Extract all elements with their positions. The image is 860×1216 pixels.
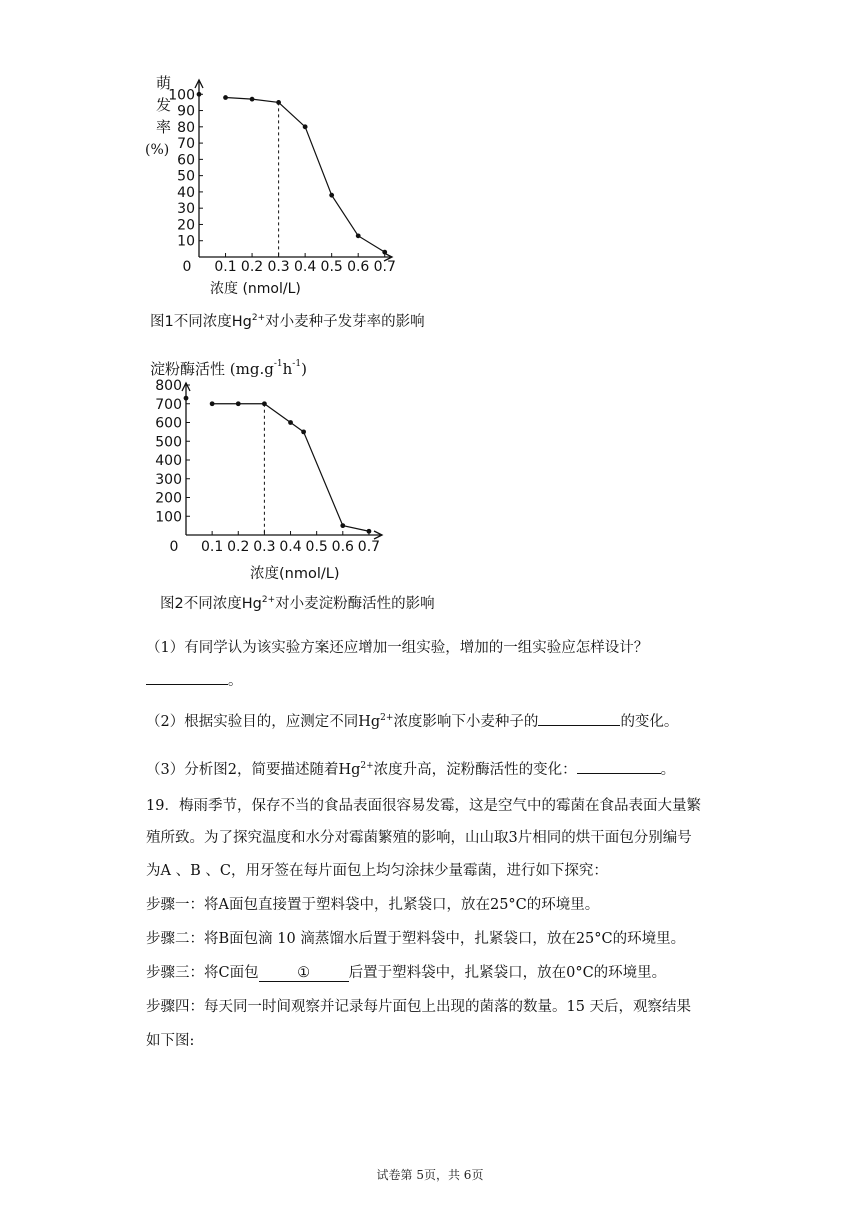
figure2-caption	[160, 592, 435, 613]
x-tick-label: 0.2	[227, 539, 250, 555]
chart1-ylabel-2: 发	[156, 96, 172, 114]
page-footer: 试卷第 5页，共 6页	[376, 1168, 484, 1182]
chart1-xlabel: 浓度 (nmol/L)	[210, 281, 301, 297]
data-point	[210, 401, 215, 406]
data-point	[262, 401, 267, 406]
problem19-step3-text: 步骤三：将C面包	[146, 965, 259, 981]
x-tick-label: 0.4	[279, 539, 302, 555]
chart-amylase-activity	[0, 0, 860, 600]
y-tick-label: 40	[177, 184, 195, 201]
answer-blank-1[interactable]	[146, 670, 228, 685]
x-tick-label: 0.3	[253, 539, 276, 555]
problem19-step2: 步骤二：将B面包滴 10 滴蒸馏水后置于塑料袋中，扎紧袋口，放在25°C的环境里。	[146, 931, 686, 947]
x-tick-label: 0.7	[357, 539, 381, 555]
figure1-caption-text-end: 对小麦种子发芽率的影响	[265, 314, 425, 330]
problem19-line2: 殖所致。为了探究温度和水分对霉菌繁殖的影响，山山取3片相同的烘干面包分别编号	[146, 830, 692, 846]
chart2-ylabel-sup1: -1	[273, 359, 283, 369]
question-2-end: 的变化。	[620, 713, 679, 730]
y-tick-label: 50	[177, 168, 195, 185]
y-tick-label: 80	[177, 119, 195, 136]
answer-blank-step3[interactable]	[259, 963, 349, 982]
answer-blank-2[interactable]	[538, 711, 620, 726]
chart2-ylabel-end: )	[301, 360, 307, 378]
question-3-mid: 浓度升高，淀粉酶活性的变化：	[373, 761, 577, 778]
chart2-ylabel-sup2: -1	[292, 359, 302, 369]
data-point	[236, 401, 241, 406]
problem19-line3: 为A 、B 、C，用牙签在每片面包上均匀涂抹少量霉菌，进行如下探究：	[146, 863, 608, 879]
y-tick-label: 70	[177, 136, 195, 153]
question-2	[146, 708, 678, 732]
question-2-sup: 2+	[380, 713, 394, 723]
chart2-xlabel: 浓度(nmol/L)	[250, 566, 340, 582]
x-tick-label: 0	[169, 539, 179, 555]
x-tick-label: 0.4	[294, 259, 317, 275]
figure1-caption-sup: 2+	[251, 313, 266, 324]
answer-blank-3[interactable]	[577, 759, 661, 774]
y-tick-label: 300	[155, 471, 182, 488]
question-3-end: 。	[660, 761, 676, 778]
problem19-step4-cont: 如下图:	[146, 1033, 195, 1049]
x-tick-label: 0.2	[240, 259, 264, 275]
x-tick-label: 0.1	[214, 259, 237, 275]
y-tick-label: 30	[177, 201, 195, 218]
problem19-step3	[146, 963, 666, 983]
blank-marker-1: ①	[297, 965, 311, 981]
data-point	[301, 429, 306, 434]
chart2-ylabel	[150, 359, 307, 378]
data-point	[367, 529, 372, 534]
y-tick-label: 600	[155, 415, 182, 432]
question-3-sup: 2+	[360, 761, 374, 771]
y-tick-label: 10	[177, 233, 195, 250]
y-tick-label: 100	[155, 509, 182, 526]
question-1-end: 。	[228, 673, 243, 689]
x-tick-label: 0.5	[305, 539, 328, 555]
y-tick-label: 100	[168, 87, 195, 104]
question-1: （1）有同学认为该实验方案还应增加一组实验，增加的一组实验应怎样设计？	[146, 640, 649, 656]
problem19-step3-end: 后置于塑料袋中，扎紧袋口，放在0°C的环境里。	[348, 965, 667, 981]
y-tick-label: 20	[177, 217, 195, 234]
problem19-line1: 19．梅雨季节，保存不当的食品表面很容易发霉，这是空气中的霉菌在食品表面大量繁	[146, 798, 701, 814]
data-point	[184, 396, 189, 401]
problem19-step4: 步骤四：每天同一时间观察并记录每片面包上出现的菌落的数量。15 天后，观察结果	[146, 999, 692, 1015]
problem19-step1: 步骤一：将A面包直接置于塑料袋中，扎紧袋口，放在25°C的环境里。	[146, 897, 600, 913]
figure2-caption-sup: 2+	[261, 595, 276, 606]
x-tick-label: 0.7	[373, 259, 396, 275]
question-3-text: （3）分析图2，简要描述随着Hg	[146, 761, 361, 778]
x-tick-label: 0	[182, 259, 192, 275]
figure2-caption-text-end: 对小麦淀粉酶活性的影响	[275, 596, 435, 612]
chart1-ylabel-3: 率	[156, 118, 172, 136]
x-tick-label: 0.6	[347, 259, 370, 275]
question-2-mid: 浓度影响下小麦种子的	[393, 713, 539, 730]
y-tick-label: 800	[155, 378, 182, 394]
x-tick-label: 0.5	[320, 259, 343, 275]
question-2-text: （2）根据实验目的，应测定不同Hg	[146, 713, 381, 730]
data-point	[288, 420, 293, 425]
y-tick-label: 700	[155, 396, 182, 413]
chart2-ylabel-main: 淀粉酶活性 (mg.g	[150, 360, 274, 378]
y-tick-label: 500	[155, 434, 182, 451]
chart1-ylabel-1: 萌	[156, 74, 172, 92]
chart2-ylabel-mid: h	[282, 360, 293, 378]
chart1-ylabel-4: (%)	[145, 142, 170, 158]
figure2-caption-text: 图2不同浓度Hg	[160, 596, 262, 612]
data-point	[340, 523, 345, 528]
question-1-answer-line	[146, 670, 243, 691]
figure1-caption-text: 图1不同浓度Hg	[150, 314, 252, 330]
x-tick-label: 0.6	[331, 539, 354, 555]
y-tick-label: 60	[177, 152, 195, 169]
x-tick-label: 0.1	[201, 539, 224, 555]
y-tick-label: 400	[155, 453, 182, 469]
question-3	[146, 756, 675, 780]
y-tick-label: 90	[177, 103, 195, 120]
y-tick-label: 200	[155, 490, 182, 507]
x-tick-label: 0.3	[267, 259, 290, 275]
